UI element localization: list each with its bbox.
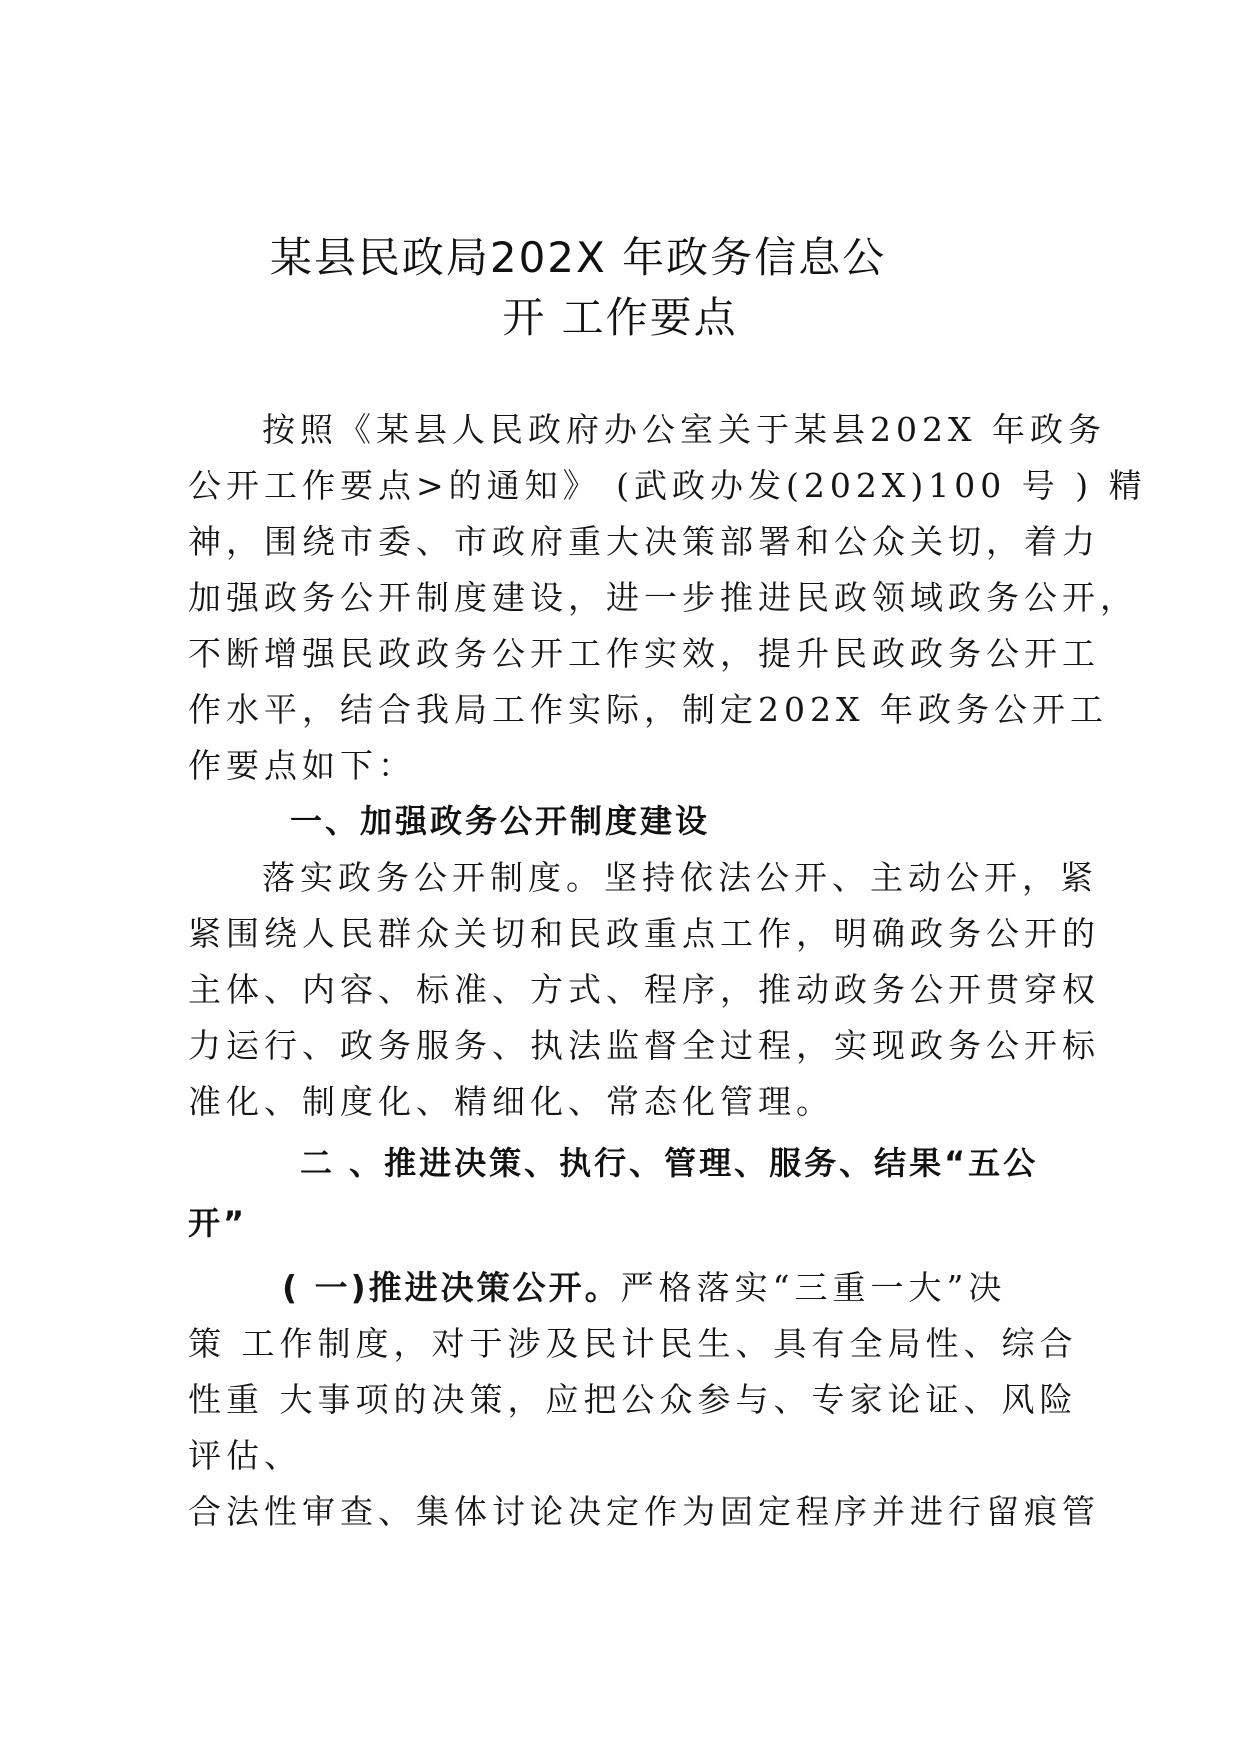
- section-1-line-3: 主体、内容、标准、方式、程序，推动政务公开贯穿权: [188, 970, 1100, 1009]
- subsection-1-line-4: 评估、: [188, 1436, 302, 1475]
- section-2-heading-line-1: 二 、推进决策、执行、管理、服务、结果“五公: [300, 1144, 1039, 1182]
- intro-line-6: 作水平，结合我局工作实际，制定202X 年政务公开工: [188, 690, 1108, 729]
- section-2-heading-line-2: 开”: [188, 1204, 248, 1242]
- intro-line-1: 按照《某县人民政府办公室关于某县202X 年政务: [262, 410, 1106, 449]
- intro-line-2: 公开工作要点>的通知》 (武政办发(202X)100 号 ) 精: [188, 466, 1147, 505]
- section-1-heading: 一、加强政务公开制度建设: [290, 802, 711, 840]
- subsection-1-lead: ( 一)推进决策公开。: [282, 1268, 621, 1307]
- subsection-1-line-5: 合法性审查、集体讨论决定作为固定程序并进行留痕管: [188, 1492, 1100, 1531]
- document-title-line-2: 开 工作要点: [502, 293, 738, 342]
- intro-line-3: 神，围绕市委、市政府重大决策部署和公众关切，着力: [188, 522, 1100, 561]
- subsection-1-line-1-rest: 严格落实“三重一大”决: [620, 1268, 1007, 1307]
- subsection-1-line-1: [282, 1262, 1006, 1309]
- section-1-line-1: 落实政务公开制度。坚持依法公开、主动公开，紧: [262, 858, 1098, 897]
- intro-line-7: 作要点如下：: [188, 746, 416, 785]
- intro-line-5: 不断增强民政政务公开工作实效，提升民政政务公开工: [188, 634, 1100, 673]
- document-title-line-1: 某县民政局202X 年政务信息公: [269, 233, 887, 282]
- section-1-line-5: 准化、制度化、精细化、常态化管理。: [188, 1082, 834, 1121]
- intro-line-4: 加强政务公开制度建设，进一步推进民政领域政务公开，: [188, 578, 1138, 617]
- section-1-line-2: 紧围绕人民群众关切和民政重点工作，明确政务公开的: [188, 914, 1100, 953]
- subsection-1-line-2: 策 工作制度，对于涉及民计民生、具有全局性、综合: [188, 1324, 1078, 1363]
- subsection-1-line-3: 性重 大事项的决策，应把公众参与、专家论证、风险: [188, 1380, 1078, 1419]
- section-1-line-4: 力运行、政务服务、执法监督全过程，实现政务公开标: [188, 1026, 1100, 1065]
